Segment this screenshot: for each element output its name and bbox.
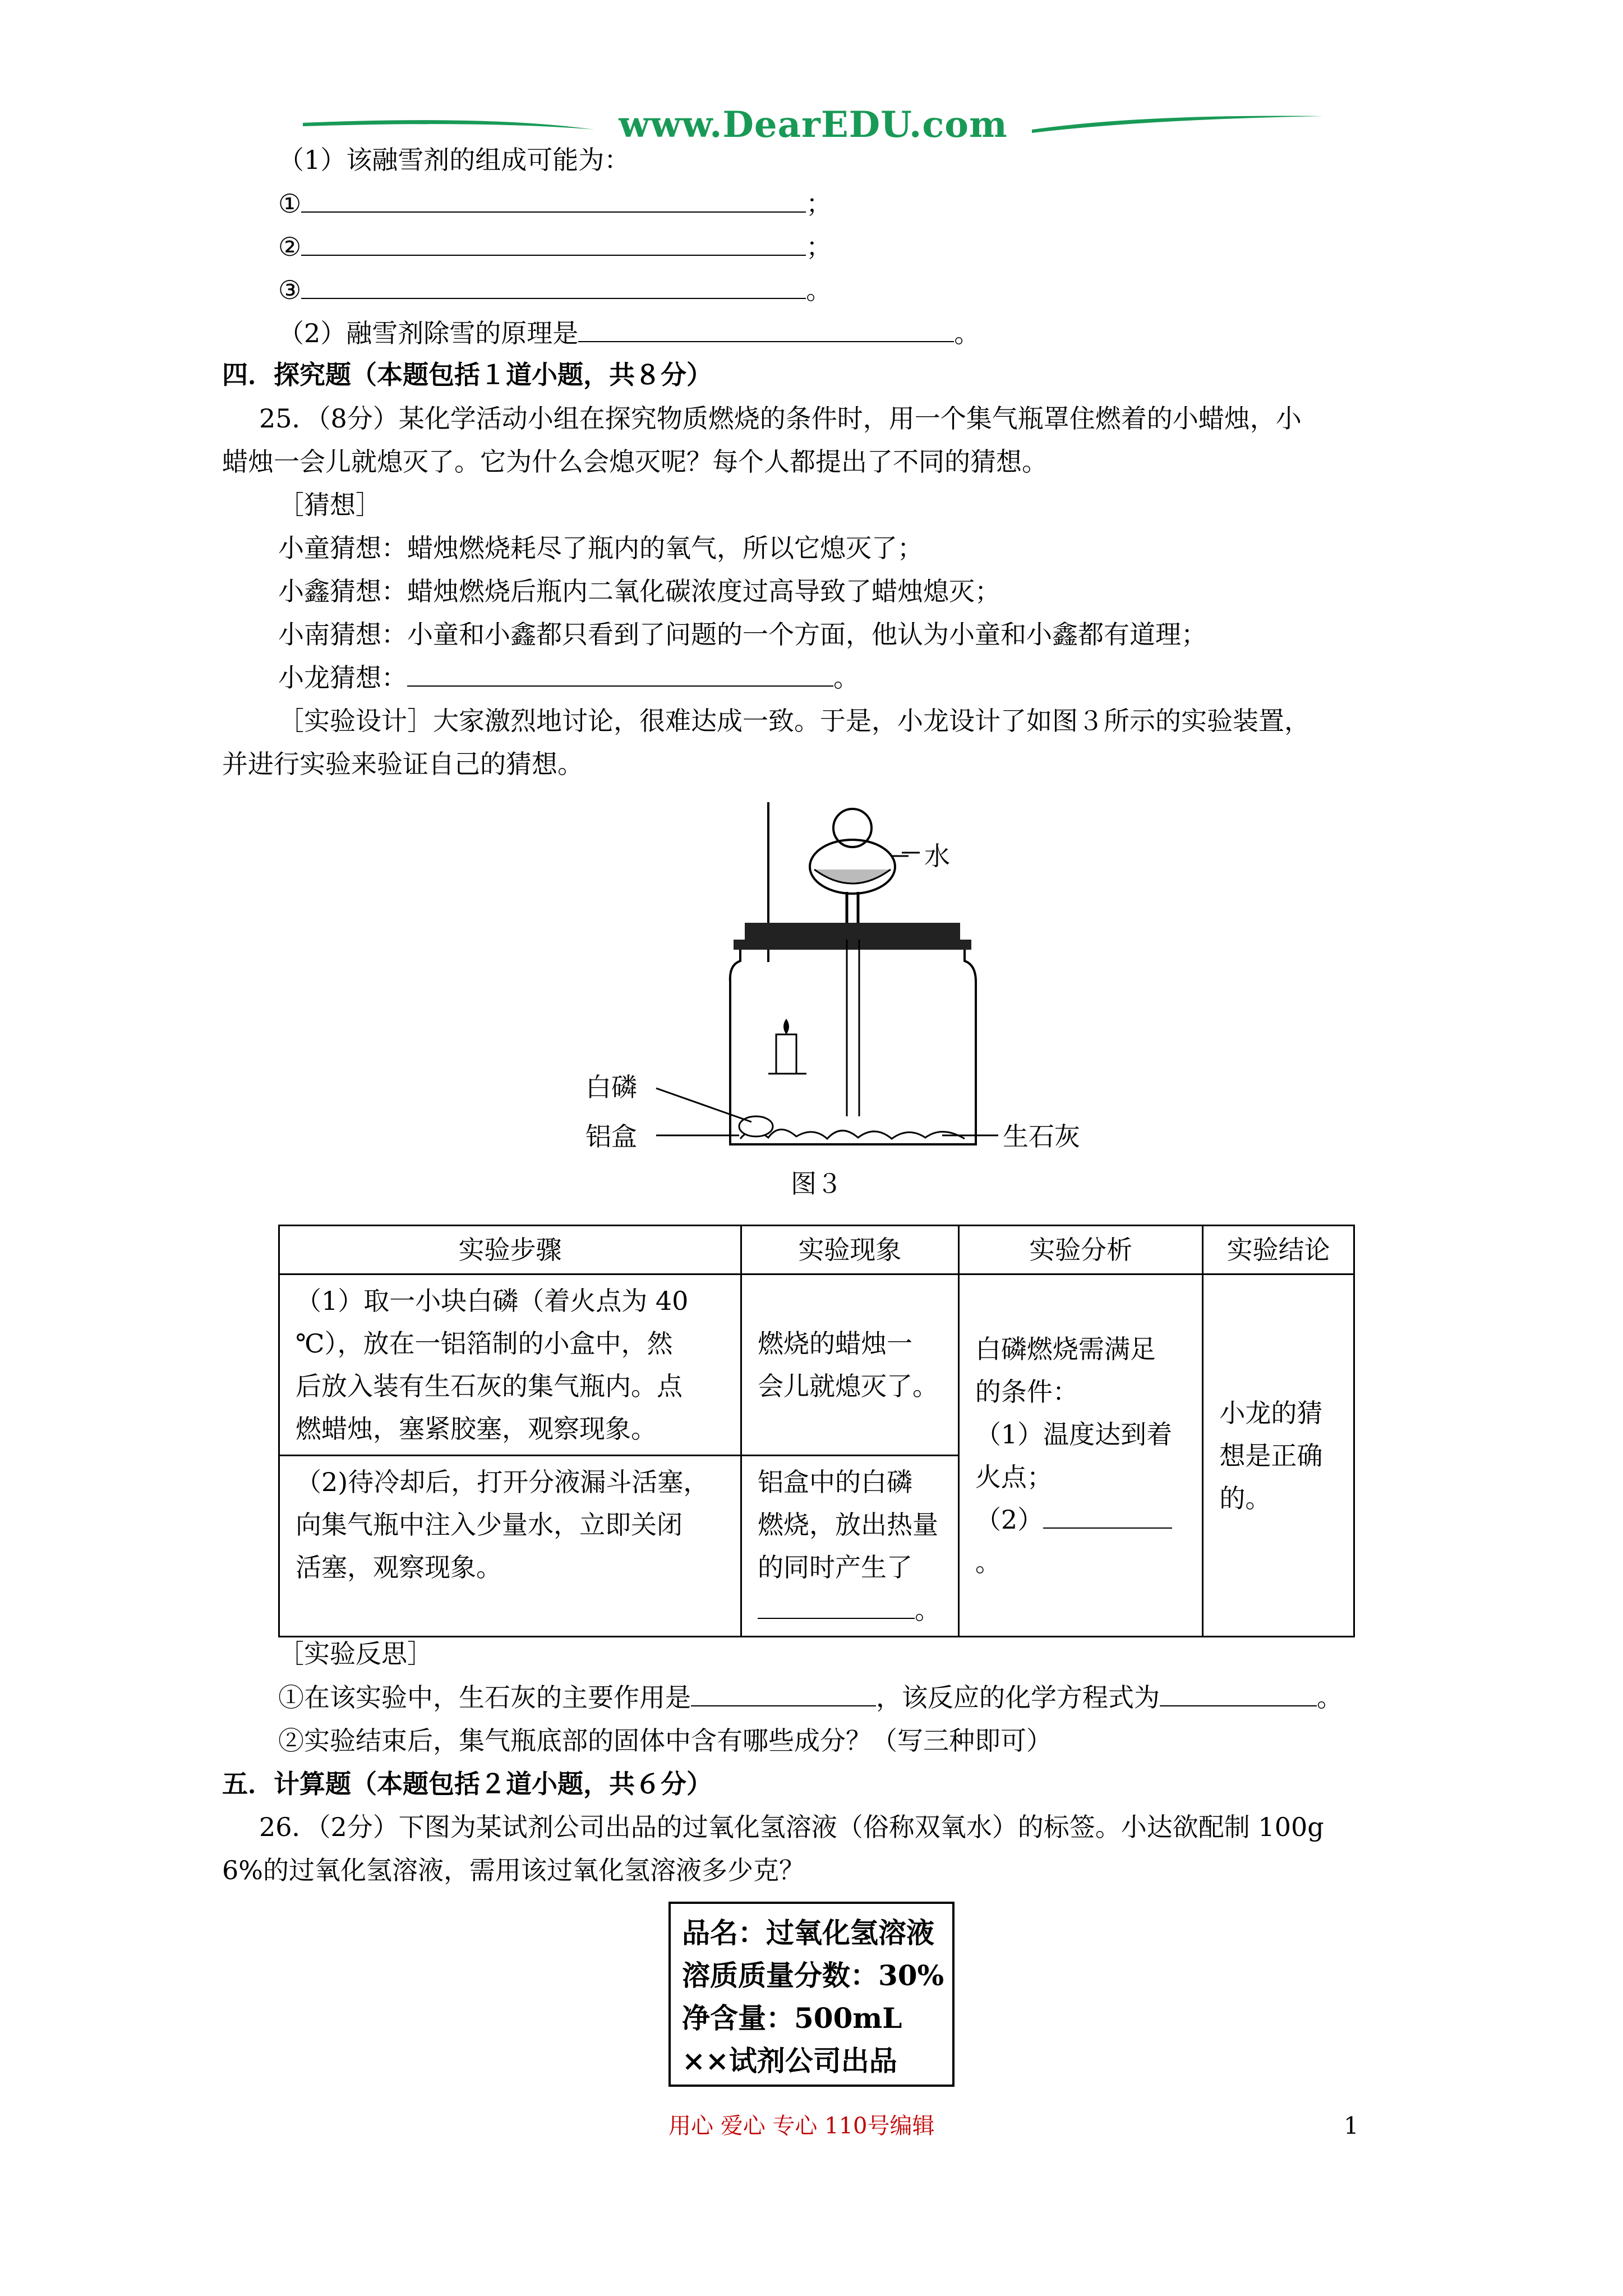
- guess-title: ［猜想］: [278, 490, 381, 520]
- header-analysis: 实验分析: [958, 1226, 1203, 1274]
- reflection-q1: ①在该实验中，生石灰的主要作用是 ，该反应的化学方程式为 。: [278, 1682, 1343, 1713]
- figure-caption: 图３: [791, 1168, 842, 1199]
- conclusion-cell: 小龙的猜 想是正确 的。: [1203, 1274, 1354, 1637]
- item-marker: ①: [278, 188, 302, 219]
- table-header-row: [279, 1226, 1354, 1274]
- header-phenomenon: 实验现象: [741, 1226, 958, 1274]
- item-marker: ③: [278, 275, 302, 305]
- q24-item3: ③ 。: [278, 275, 832, 305]
- section-5-title: 五．计算题（本题包括２道小题，共６分）: [222, 1769, 712, 1799]
- q26-line1: 26．（2分）下图为某试剂公司出品的过氧化氢溶液（俗称双氧水）的标签。小达欲配制 100g: [259, 1812, 1324, 1842]
- q24-intro: （1）该融雪剂的组成可能为：: [278, 145, 630, 175]
- page-number: 1: [1344, 2112, 1359, 2139]
- label-phosphorus: 白磷: [585, 1072, 637, 1102]
- answer-blank: [301, 275, 806, 299]
- step-2-cell: （2)待冷却后，打开分液漏斗活塞， 向集气瓶中注入少量水，立即关闭 活塞，观察现象。: [279, 1456, 741, 1637]
- table-row: [279, 1274, 1354, 1456]
- reagent-maker: ××试剂公司出品: [682, 2044, 897, 2077]
- answer-blank: [578, 319, 954, 342]
- label-water: 水: [924, 841, 950, 871]
- header-steps: 实验步骤: [279, 1226, 741, 1274]
- answer-blank: [301, 189, 806, 213]
- guess-3: 小南猜想：小童和小鑫都只看到了问题的一个方面，他认为小童和小鑫都有道理；: [278, 619, 1207, 650]
- answer-blank: [301, 232, 806, 256]
- answer-blank: [691, 1683, 876, 1706]
- logo-text: www.DearEDU.com: [619, 104, 1008, 146]
- reagent-label: [668, 1902, 955, 2087]
- q24-part2: （2）融雪剂除雪的原理是 。: [278, 318, 980, 348]
- q24-item1: ① ；: [278, 188, 832, 219]
- phenomenon-2-cell: 铝盒中的白磷 燃烧，放出热量 的同时产生了 。: [741, 1456, 958, 1637]
- label-al-box: 铝盒: [585, 1121, 637, 1152]
- q25-line1: 25．（8分）某化学活动小组在探究物质燃烧的条件时，用一个集气瓶罩住燃着的小蜡烛，小: [259, 403, 1302, 434]
- reagent-fraction: 溶质质量分数：30%: [682, 1959, 944, 1992]
- q24-item2: ② ；: [278, 232, 832, 262]
- reflection-title: ［实验反思］: [278, 1639, 433, 1669]
- answer-blank: [1160, 1683, 1317, 1706]
- label-lime: 生石灰: [1003, 1121, 1080, 1152]
- design-line2: 并进行实验来验证自己的猜想。: [222, 749, 583, 779]
- answer-blank: [1043, 1507, 1172, 1529]
- q26-line2: 6%的过氧化氢溶液，需用该过氧化氢溶液多少克？: [222, 1855, 805, 1885]
- item-marker: ②: [278, 232, 302, 262]
- guess-2: 小鑫猜想：蜡烛燃烧后瓶内二氧化碳浓度过高导致了蜡烛熄灭；: [278, 576, 1000, 606]
- design-line1: ［实验设计］大家激烈地讨论，很难达成一致。于是，小龙设计了如图３所示的实验装置，: [278, 706, 1310, 736]
- guess-4: 小龙猜想： 。: [278, 662, 859, 693]
- phenomenon-1-cell: 燃烧的蜡烛一 会儿就熄灭了。: [741, 1274, 958, 1456]
- section-4-title: 四．探究题（本题包括１道小题，共８分）: [222, 360, 712, 390]
- q25-line2: 蜡烛一会儿就熄灭了。它为什么会熄灭呢？每个人都提出了不同的猜想。: [222, 447, 1048, 477]
- apparatus-diagram: [606, 802, 1066, 1161]
- analysis-cell: 白磷燃烧需满足 的条件： （1）温度达到着 火点； （2）。: [958, 1274, 1203, 1637]
- answer-blank: [407, 663, 833, 687]
- reflection-q2: ②实验结束后，集气瓶底部的固体中含有哪些成分？（写三种即可）: [278, 1726, 1052, 1756]
- experiment-table: [278, 1225, 1355, 1637]
- footer-text: 用心 爱心 专心 110号编辑: [668, 2113, 935, 2139]
- header-conclusion: 实验结论: [1203, 1226, 1354, 1274]
- answer-blank: [758, 1598, 915, 1619]
- guess-1: 小童猜想：蜡烛燃烧耗尽了瓶内的氧气，所以它熄灭了；: [278, 533, 923, 563]
- reagent-volume: 净含量：500mL: [682, 2001, 902, 2035]
- step-1-cell: （1）取一小块白磷（着火点为 40 ℃），放在一铝箔制的小盒中，然 后放入装有生石灰的集气瓶内。点 燃蜡烛，塞紧胶塞，观察现象。: [279, 1274, 741, 1456]
- reagent-name: 品名：过氧化氢溶液: [682, 1916, 934, 1949]
